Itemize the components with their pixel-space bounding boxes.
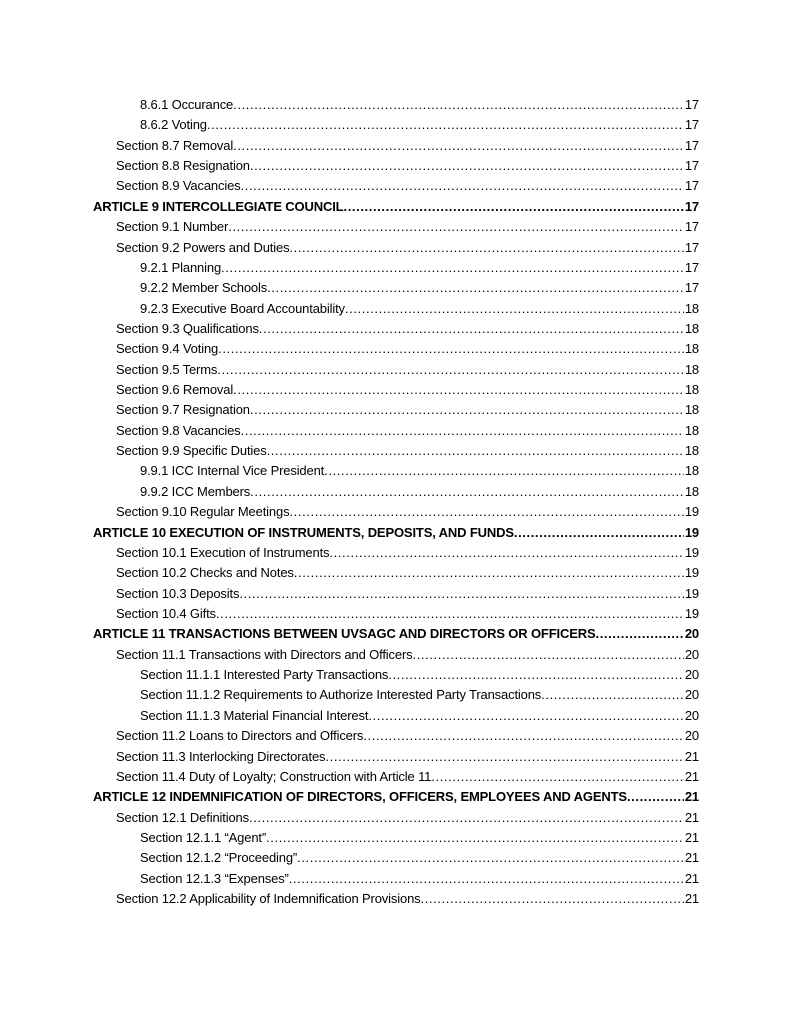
toc-entry[interactable] [116, 176, 699, 196]
toc-entry-page-number: 18 [684, 341, 699, 357]
toc-entry[interactable] [116, 156, 699, 176]
dot-leader [267, 278, 684, 298]
toc-entry-title: Section 11.4 Duty of Loyalty; Construction with Article 11 [116, 768, 432, 784]
toc-entry-page-number: 17 [684, 259, 699, 275]
toc-entry[interactable] [116, 400, 699, 420]
toc-article-entry[interactable] [93, 624, 699, 644]
toc-entry-page-number: 19 [684, 565, 699, 581]
toc-entry[interactable] [140, 299, 699, 319]
dot-leader [412, 645, 683, 665]
toc-entry-title: 9.2.3 Executive Board Accountability [140, 300, 345, 316]
dot-leader [329, 543, 683, 563]
dot-leader [289, 869, 684, 889]
toc-entry-page-number: 20 [684, 667, 699, 683]
toc-entry-title: Section 10.3 Deposits [116, 585, 240, 601]
toc-entry[interactable] [116, 584, 699, 604]
dot-leader [241, 176, 684, 196]
toc-entry-page-number: 17 [684, 97, 699, 112]
toc-entry-title: Section 11.1.1 Interested Party Transactions [140, 667, 389, 683]
dot-leader [218, 339, 684, 359]
toc-entry-title: Section 10.4 Gifts [116, 605, 216, 621]
toc-entry[interactable] [140, 869, 699, 889]
toc-entry-page-number: 17 [684, 280, 699, 296]
toc-entry-title: 9.2.2 Member Schools [140, 280, 268, 296]
toc-entry-page-number: 17 [684, 239, 699, 255]
toc-entry-title: ARTICLE 10 EXECUTION OF INSTRUMENTS, DEPOSITS, AND FUNDS [93, 524, 514, 540]
toc-entry[interactable] [116, 319, 699, 339]
toc-entry-page-number: 19 [684, 585, 699, 601]
toc-entry-page-number: 17 [684, 219, 699, 235]
dot-leader [239, 584, 684, 604]
toc-entry-page-number: 21 [684, 768, 699, 784]
toc-entry-title: Section 8.7 Removal [116, 137, 234, 153]
toc-entry-title: 8.6.1 Occurance [140, 97, 234, 112]
toc-entry-title: Section 9.2 Powers and Duties [116, 239, 290, 255]
dot-leader [217, 360, 684, 380]
toc-entry-page-number: 20 [684, 646, 699, 662]
toc-entry-page-number: 17 [684, 137, 699, 153]
toc-entry-title: ARTICLE 11 TRANSACTIONS BETWEEN UVSAGC AND DIRECTORS OR OFFICERS [93, 626, 596, 642]
dot-leader [596, 624, 684, 644]
dot-leader [388, 665, 684, 685]
toc-entry-page-number: 20 [684, 728, 699, 744]
toc-entry-title: Section 12.1.1 “Agent” [140, 829, 267, 845]
toc-entry-title: 9.2.1 Planning [140, 259, 222, 275]
toc-entry[interactable] [116, 339, 699, 359]
toc-entry[interactable] [140, 706, 699, 726]
dot-leader [207, 115, 684, 135]
toc-entry[interactable] [116, 726, 699, 746]
dot-leader [221, 258, 684, 278]
dot-leader [233, 95, 684, 115]
toc-article-entry[interactable] [93, 197, 699, 217]
dot-leader [431, 767, 684, 787]
dot-leader [289, 238, 683, 258]
toc-entry-title: ARTICLE 12 INDEMNIFICATION OF DIRECTORS, OFFICERS, EMPLOYEES AND AGENTS [93, 789, 627, 805]
toc-entry-page-number: 18 [684, 320, 699, 336]
toc-entry[interactable] [116, 889, 699, 909]
dot-leader [266, 828, 684, 848]
toc-entry-page-number: 19 [684, 605, 699, 621]
toc-entry-page-number: 18 [684, 483, 699, 499]
toc-entry-title: Section 11.1.2 Requirements to Authorize Interested Party Transactions [140, 687, 542, 703]
toc-entry-title: Section 8.9 Vacancies [116, 178, 241, 194]
toc-entry[interactable] [116, 747, 699, 767]
toc-entry-page-number: 21 [684, 789, 699, 805]
toc-entry[interactable] [140, 828, 699, 848]
toc-entry-title: Section 10.2 Checks and Notes [116, 565, 294, 581]
table-of-contents [0, 95, 791, 909]
dot-leader [289, 502, 683, 522]
toc-article-entry[interactable] [93, 787, 699, 807]
dot-leader [421, 889, 684, 909]
dot-leader [250, 156, 684, 176]
toc-entry[interactable] [116, 421, 699, 441]
toc-entry-title: Section 8.8 Resignation [116, 158, 250, 174]
toc-entry-title: Section 12.2 Applicability of Indemnification Provisions [116, 891, 421, 907]
toc-entry-page-number: 21 [684, 829, 699, 845]
dot-leader [294, 563, 684, 583]
dot-leader [345, 299, 684, 319]
toc-entry[interactable] [116, 238, 699, 258]
toc-entry-page-number: 18 [684, 402, 699, 418]
toc-entry-page-number: 21 [684, 748, 699, 764]
toc-entry-title: Section 10.1 Execution of Instruments [116, 544, 330, 560]
toc-entry[interactable] [116, 380, 699, 400]
toc-entry-title: Section 11.2 Loans to Directors and Officers [116, 728, 364, 744]
toc-entry[interactable] [140, 95, 699, 115]
toc-entry-page-number: 17 [684, 158, 699, 174]
toc-entry[interactable] [140, 278, 699, 298]
toc-entry-title: 9.9.2 ICC Members [140, 483, 251, 499]
toc-entry-page-number: 17 [684, 198, 699, 214]
toc-entry-title: Section 11.3 Interlocking Directorates [116, 748, 326, 764]
toc-entry-page-number: 21 [684, 809, 699, 825]
toc-entry-title: Section 9.4 Voting [116, 341, 219, 357]
dot-leader [627, 787, 684, 807]
dot-leader [324, 461, 684, 481]
toc-entry[interactable] [140, 482, 699, 502]
toc-entry-page-number: 19 [684, 524, 699, 540]
toc-entry-title: Section 9.8 Vacancies [116, 422, 241, 438]
toc-entry-page-number: 18 [684, 463, 699, 479]
dot-leader [297, 848, 684, 868]
toc-entry-page-number: 17 [684, 117, 699, 133]
dot-leader [363, 726, 684, 746]
dot-leader [233, 380, 684, 400]
toc-entry-title: 9.9.1 ICC Internal Vice President [140, 463, 325, 479]
toc-entry-page-number: 18 [684, 422, 699, 438]
toc-entry-title: Section 9.5 Terms [116, 361, 218, 377]
toc-entry[interactable] [140, 685, 699, 705]
dot-leader [241, 421, 684, 441]
toc-entry[interactable] [140, 848, 699, 868]
toc-entry-page-number: 19 [684, 504, 699, 520]
dot-leader [343, 197, 683, 217]
toc-entry-title: Section 9.1 Number [116, 219, 229, 235]
toc-entry[interactable] [140, 461, 699, 481]
toc-article-entry[interactable] [93, 523, 699, 543]
toc-entry-title: 8.6.2 Voting [140, 117, 207, 133]
toc-entry-title: Section 9.9 Specific Duties [116, 443, 267, 459]
dot-leader [216, 604, 684, 624]
dot-leader [259, 319, 684, 339]
dot-leader [368, 706, 684, 726]
toc-entry-page-number: 21 [684, 850, 699, 866]
toc-entry[interactable] [140, 115, 699, 135]
toc-entry-title: Section 11.1 Transactions with Directors and Officers [116, 646, 413, 662]
toc-entry-page-number: 18 [684, 361, 699, 377]
toc-entry[interactable] [140, 665, 699, 685]
toc-entry[interactable] [116, 543, 699, 563]
dot-leader [325, 747, 683, 767]
toc-entry-page-number: 18 [684, 382, 699, 398]
toc-entry[interactable] [116, 645, 699, 665]
toc-entry[interactable] [116, 604, 699, 624]
toc-entry-page-number: 20 [684, 707, 699, 723]
toc-entry[interactable] [116, 563, 699, 583]
toc-entry-page-number: 19 [684, 544, 699, 560]
toc-entry-page-number: 21 [684, 870, 699, 886]
toc-entry-page-number: 18 [684, 300, 699, 316]
toc-entry-page-number: 17 [684, 178, 699, 194]
toc-entry[interactable] [116, 502, 699, 522]
toc-entry[interactable] [116, 360, 699, 380]
toc-entry-title: Section 12.1.2 “Proceeding” [140, 850, 298, 866]
toc-entry-title: Section 9.3 Qualifications [116, 320, 259, 336]
toc-entry[interactable] [116, 136, 699, 156]
dot-leader [267, 441, 684, 461]
toc-entry-title: Section 12.1 Definitions [116, 809, 249, 825]
toc-entry[interactable] [116, 808, 699, 828]
toc-entry[interactable] [116, 767, 699, 787]
dot-leader [250, 400, 684, 420]
toc-entry-title: Section 9.7 Resignation [116, 402, 250, 418]
dot-leader [250, 482, 684, 502]
dot-leader [228, 217, 684, 237]
toc-entry-title: ARTICLE 9 INTERCOLLEGIATE COUNCIL [93, 198, 344, 214]
toc-entry-title: Section 11.1.3 Material Financial Interest [140, 707, 369, 723]
toc-entry[interactable] [140, 258, 699, 278]
dot-leader [514, 523, 684, 543]
toc-entry-title: Section 12.1.3 “Expenses” [140, 870, 289, 886]
toc-entry-page-number: 20 [684, 626, 699, 642]
dot-leader [249, 808, 684, 828]
toc-entry[interactable] [116, 217, 699, 237]
toc-entry-title: Section 9.10 Regular Meetings [116, 504, 290, 520]
dot-leader [541, 685, 684, 705]
toc-entry-page-number: 21 [684, 891, 699, 907]
toc-entry-page-number: 18 [684, 443, 699, 459]
toc-entry-page-number: 20 [684, 687, 699, 703]
dot-leader [233, 136, 684, 156]
toc-entry-title: Section 9.6 Removal [116, 382, 234, 398]
toc-entry[interactable] [116, 441, 699, 461]
